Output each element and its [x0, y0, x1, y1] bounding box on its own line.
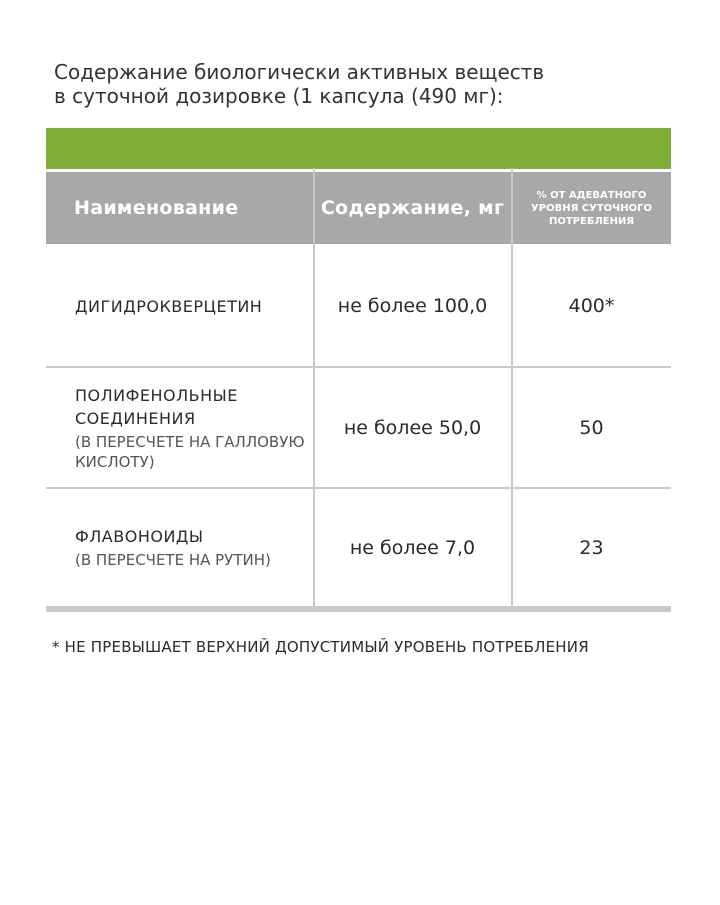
table-header-row: [46, 172, 671, 244]
row-name-cell: [46, 489, 313, 606]
row-percent-value: 50: [579, 417, 604, 439]
table-bottom-bar: [46, 606, 671, 612]
substance-name: ФЛАВОНОИДЫ: [75, 527, 204, 546]
substance-note: (В ПЕРЕСЧЕТЕ НА ГАЛЛОВУЮ КИСЛОТУ): [75, 433, 305, 471]
title-line-1: Содержание биологически активных веществ: [54, 60, 545, 84]
header-content: Содержание, мг: [320, 197, 505, 219]
substance-name: ПОЛИФЕНОЛЬНЫЕ СОЕДИНЕНИЯ: [75, 386, 238, 428]
table-row: [46, 246, 671, 366]
row-percent-value: 23: [579, 536, 604, 559]
row-content-value: не более 100,0: [337, 295, 488, 317]
row-content-value: не более 50,0: [343, 417, 482, 439]
substance-name: ДИГИДРОКВЕРЦЕТИН: [75, 296, 263, 316]
substance-note: (В ПЕРЕСЧЕТЕ НА РУТИН): [75, 551, 271, 569]
row-name-cell: [46, 368, 313, 488]
table-row: [46, 368, 671, 488]
header-name: Наименование: [74, 197, 239, 219]
table-top-accent-bar: [46, 128, 671, 169]
row-content-value: не более 7,0: [349, 536, 476, 559]
table-row: [46, 489, 671, 606]
row-name-cell: [46, 246, 313, 366]
header-percent: % ОТ АДЕВАТНОГО УРОВНЯ СУТОЧНОГО ПОТРЕБЛЕНИЯ: [531, 189, 652, 227]
title-line-2: в суточной дозировке (1 капсула (490 мг):: [54, 84, 504, 108]
page-title: [54, 60, 674, 108]
row-percent-value: 400*: [568, 295, 615, 317]
footnote: * НЕ ПРЕВЫШАЕТ ВЕРХНИЙ ДОПУСТИМЫЙ УРОВЕНЬ ПОТРЕБЛЕНИЯ: [52, 638, 589, 656]
